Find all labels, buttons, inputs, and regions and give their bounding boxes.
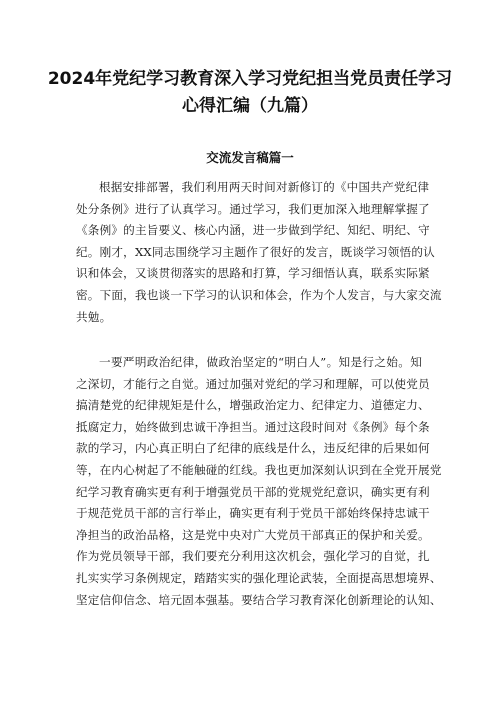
paragraph-1-line: 处分条例》进行了认真学习。通过学习，我们更加深入地理解掌握了 (76, 201, 430, 216)
paragraph-2 (76, 352, 442, 611)
section-heading: 交流发言稿篇一 (206, 150, 294, 165)
paragraph-1-line: 密。下面，我也谈一下学习的认识和体会，作为个人发言，与大家交流 (76, 287, 442, 302)
paragraph-1 (76, 177, 442, 328)
document-title-line-1: 2024年党纪学习教育深入学习党纪担当党员责任学习 (47, 69, 453, 89)
paragraph-1-line: 《条例》的主旨要义、核心内涵，进一步做到学纪、知纪、明纪、守 (76, 223, 430, 238)
paragraph-2-line: 坚定信仰信念、培元固本强基。要结合学习教育深化创新理论的认知、 (76, 592, 442, 607)
paragraph-1-line: 共勉。 (76, 309, 112, 324)
paragraph-2-line: 款的学习，内心真正明白了纪律的底线是什么，违反纪律的后果如何 (76, 441, 430, 456)
paragraph-2-line: 之深切，才能行之自觉。通过加强对党纪的学习和理解，可以使党员 (76, 376, 430, 391)
paragraph-2-line: 纪学习教育确实更有利于增强党员干部的党规党纪意识，确实更有利 (76, 484, 430, 499)
paragraph-2-line: 等，在内心树起了不能触碰的红线。我也更加深刻认识到在全党开展党 (76, 462, 442, 477)
paragraph-2-line: 作为党员领导干部，我们要充分利用这次机会，强化学习的自觉，扎 (76, 549, 430, 564)
paragraph-1-line: 根据安排部署，我们利用两天时间对新修订的《中国共产党纪律 (99, 180, 430, 194)
document-title-line-2: 心得汇编（九篇） (182, 96, 318, 116)
paragraph-1-line: 纪。刚才，XX同志围绕学习主题作了很好的发言，既谈学习领悟的认 (76, 244, 435, 259)
paragraph-1-line: 识和体会，又谈贯彻落实的思路和打算，学习细悟认真，联系实际紧 (76, 266, 430, 281)
paragraph-2-line: 抵腐定力，始终做到忠诚干净担当。通过这段时间对《条例》每个条 (76, 419, 430, 434)
paragraph-2-line: 一要严明政治纪律，做政治坚定的“明白人”。知是行之始。知 (99, 355, 422, 369)
paragraph-2-line: 搞清楚党的纪律规矩是什么，增强政治定力、纪律定力、道德定力、 (76, 398, 430, 413)
paragraph-2-line: 于规范党员干部的言行举止，确实更有利于党员干部始终保持忠诚干 (76, 506, 430, 521)
paragraph-2-line: 扎实实学习条例规定，踏踏实实的强化理论武装，全面提高思想境界、 (76, 570, 442, 585)
paragraph-2-line: 净担当的政治品格，这是党中央对广大党员干部真正的保护和关爱。 (76, 527, 430, 542)
